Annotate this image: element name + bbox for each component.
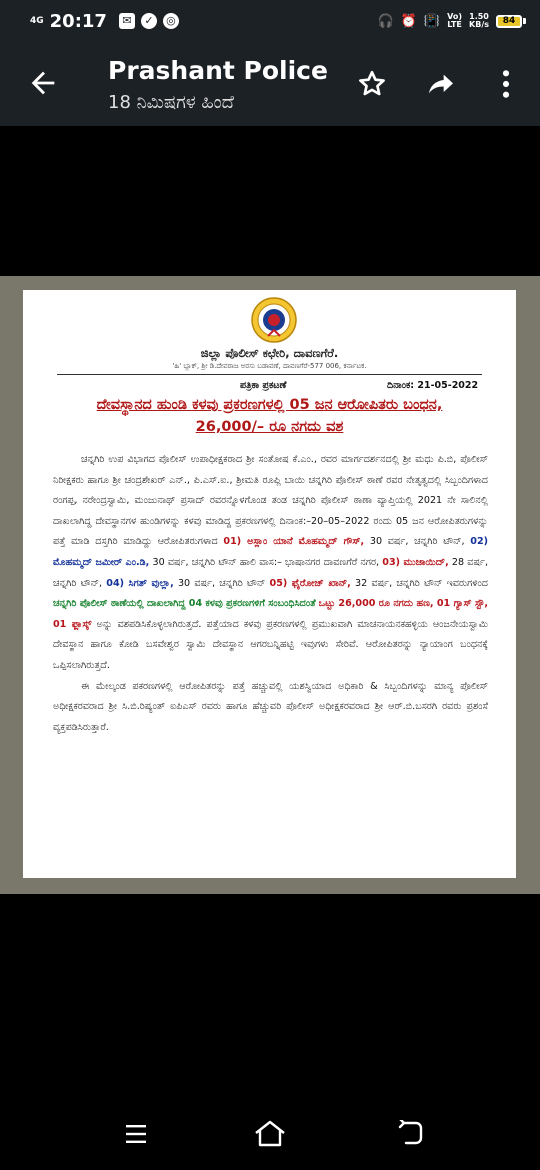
app-bar [0, 42, 540, 126]
headset-icon: 🎧 [377, 13, 394, 29]
alarm-icon: ⏰ [400, 13, 417, 29]
network-indicator: 4G [30, 15, 44, 26]
nav-back-icon[interactable] [394, 1120, 424, 1146]
release-date: ದಿನಾಂಕ: 21-05-2022 [387, 380, 479, 391]
office-address: 'ಹಿ' ಬ್ಲಾಕ್, ಶ್ರೀ ಡಿ.ದೇವರಾಜ ಅರಸು ಬಡಾವಣೆ, ದಾವಣಗೆರೆ-577 006, ಕರ್ನಾಟಕ. [172, 362, 367, 370]
recents-icon[interactable] [122, 1122, 150, 1146]
home-icon[interactable] [252, 1118, 288, 1148]
star-outline-icon[interactable] [356, 68, 388, 100]
headline: ದೇವಸ್ಥಾನದ ಹುಂಡಿ ಕಳವು ಪ್ರಕರಣಗಳಲ್ಲಿ 05 ಜನ ಆರೋಪಿತರು ಬಂಧನ, 26,000/– ರೂ ನಗದು ವಶ [96, 397, 443, 435]
status-bar [0, 0, 540, 42]
message-notification-icon: ✉ [119, 13, 135, 29]
body-text [53, 450, 488, 738]
paragraph-2: ಈ ಮೇಲ್ಕಂಡ ಪಕರಣಗಳಲ್ಲಿ ಆರೋಪಿತರನ್ನು ಪತ್ತೆ ಹಚ್ಚುವಲ್ಲಿ ಯಶಸ್ವಿಯಾದ ಅಧಿಕಾರಿ & ಸಿಬ್ಬಂದಿಗಳನ್ನು ಮಾನ್ಯ ಪೊಲೀಸ್ ಅಧೀಕ್ಷಕರವರಾದ ಶ್ರೀ ಸಿ.ಬಿ.ರಿಷ್ಯಂತ್ ಐಪಿಎಸ್ ರವರು ಹಾಗೂ ಹೆಚ್ಚುವರಿ ಪೊಲೀಸ್ ಅಧೀಕ್ಷಕರವರಾದ ಶ್ರೀ ಆರ್.ಬಿ.ಬಸರಗಿ ರವರು ಪ್ರಶಂಸೆ ವ್ಯಕ್ತಪಡಿಸಿರುತ್ತಾರೆ. [53, 680, 489, 733]
volte-indicator: Vo) LTE [447, 12, 463, 29]
more-vertical-icon[interactable] [496, 68, 516, 100]
share-arrow-icon[interactable] [424, 68, 458, 100]
messenger-notification-icon: ✓ [141, 13, 157, 29]
post-time: 18 ನಿಮಿಷಗಳ ಹಿಂದೆ [108, 92, 235, 113]
vibrate-icon: 📳 [423, 13, 441, 29]
battery-icon: 84 [496, 15, 526, 28]
paragraph-1: ಚನ್ನಗಿರಿ ಉಪ ವಿಭಾಗದ ಪೊಲೀಸ್ ಉಪಾಧೀಕ್ಷಕರಾದ ಶ್ರೀ ಸಂತೋಷ ಕೆ.ಎಂ., ರವರ ಮಾರ್ಗದರ್ಶನದಲ್ಲಿ ಶ್ರೀ ಮಧು ಪಿ.ಬಿ, ಪೊಲೀಸ್ ನಿರೀಕ್ಷಕರು ಹಾಗೂ ಶ್ರೀ ಚಂದ್ರಶೇಖರ್ ಎನ್., ಪಿ.ಎಸ್.ಐ., ಶ್ರೀಮತಿ ರೂಪ್ಲಿ ಬಾಯಿ ಚನ್ನಗಿರಿ ಪೊಲೀಸ್ ಠಾಣೆ ರವರ ನೇತೃತ್ವದಲ್ಲಿ ಸಿಬ್ಬಂದಿಗಳಾದ ರಂಗಪ್ಪ, ನರೇಂದ್ರಸ್ವಾಮಿ, ಮಂಜುನಾಥ್ ಪ್ರಸಾದ್ ರವರನ್ನೊಳಗೊಂಡ ತಂಡ ಚನ್ನಗಿರಿ ಪೊಲೀಸ್ ಠಾಣಾ ವ್ಯಾಪ್ತಿಯಲ್ಲಿ 2021 ನೇ ಸಾಲಿನಲ್ಲಿ ದಾಖಲಾಗಿದ್ದ ದೇವಸ್ಥಾನಗಳ ಹುಂಡಿಗಳನ್ನು ಕಳವು ಮಾಡಿದ್ದ ಪ್ರಕರಣಗಳಲ್ಲಿ ದಿನಾಂಕ:–20–05–2022 ರಂದು 05 ಜನ ಆರೋಪಿತರುಗಳನ್ನು ಪತ್ತೆ ಮಾಡಿ ದಸ್ತಗಿರಿ ಮಾಡಿದ್ದು ಆರೋಪಿತರುಗಳಾದ 01) ಅಸ್ಲಾಂ ಯಾನೆ ಮೊಹಮ್ಮದ್ ಗೌಸ್, 30 ವರ್ಷ, ಚನ್ನಗಿರಿ ಟೌನ್, 02) ಮೊಹಮ್ಮದ್ ಜಮೀರ್ ಎಂ.ಡಿ, 30 ವರ್ಷ, ಚನ್ನಗಿರಿ ಟೌನ್ ಹಾಲಿ ವಾಸ:– ಭಾಷಾನಗರ ದಾವಣಗೆರೆ ನಗರ, 03) ಮುಜಾಯಿದ್, 28 ವರ್ಷ, ಚನ್ನಗಿರಿ ಟೌನ್, 04) ಸಿಗತ್ ವುಲ್ಲಾ, 30 ವರ್ಷ, ಚನ್ನಗಿರಿ ಟೌನ್ 05) ಫೈರೋಜ್ ಖಾನ್, 32 ವರ್ಷ, ಚನ್ನಗಿರಿ ಟೌನ್ ಇವರುಗಳಿಂದ ಚನ್ನಗಿರಿ ಪೊಲೀಸ್ ಠಾಣೆಯಲ್ಲಿ ದಾಖಲಾಗಿದ್ದ 04 ಕಳವು ಪ್ರಕರಣಗಳಿಗೆ ಸಂಬಂಧಿಸಿದಂತೆ ಒಟ್ಟು 26,000 ರೂ ನಗದು ಹಣ, 01 ಗ್ಯಾಸ್ ಸ್ಟೌ, 01 ಫ್ಲಾಸ್ಕ್ ಅನ್ನು ವಶಪಡಿಸಿಕೊಳ್ಳಲಾಗಿರುತ್ತದೆ. ಪತ್ತೆಯಾದ ಕಳವು ಪ್ರಕರಣಗಳಲ್ಲಿ ಪ್ರಮುಖವಾಗಿ ಮಾಚನಾಯನಕಹಳ್ಳಿಯ ಆಂಜನೇಯಸ್ವಾಮಿ ದೇವಸ್ಥಾನ ಹಾಗೂ ಕೋಡಿ ಬಸವೇಶ್ವರ ಸ್ವಾಮಿ ದೇವಸ್ಥಾನ ಆಗರಬನ್ನಿಹಟ್ಟಿ ಇವುಗಳು ಸೇರಿವೆ. ಆರೋಪಿತರನ್ನು ನ್ಯಾಯಾಂಗ ಬಂಧನಕ್ಕೆ ಒಪ್ಪಿಸಲಾಗಿರುತ್ತದೆ. [53, 454, 489, 671]
office-name: ಜಿಲ್ಲಾ ಪೊಲೀಸ್ ಕಛೇರಿ, ದಾವಣಗೆರೆ. [200, 346, 339, 360]
press-release-label: ಪತ್ರಿಕಾ ಪ್ರಕಟಣೆ [240, 380, 287, 391]
chrome-notification-icon: ◎ [163, 13, 179, 29]
data-speed: 1.50 KB/s [469, 12, 489, 29]
status-time: 20:17 [49, 10, 107, 32]
image-frame[interactable] [0, 276, 540, 894]
navigation-bar [0, 1096, 540, 1170]
police-seal-icon [250, 296, 298, 344]
press-release-document [23, 290, 516, 878]
arrow-left-icon[interactable] [26, 66, 60, 100]
divider [57, 374, 482, 375]
page-title: Prashant Police [108, 56, 328, 85]
